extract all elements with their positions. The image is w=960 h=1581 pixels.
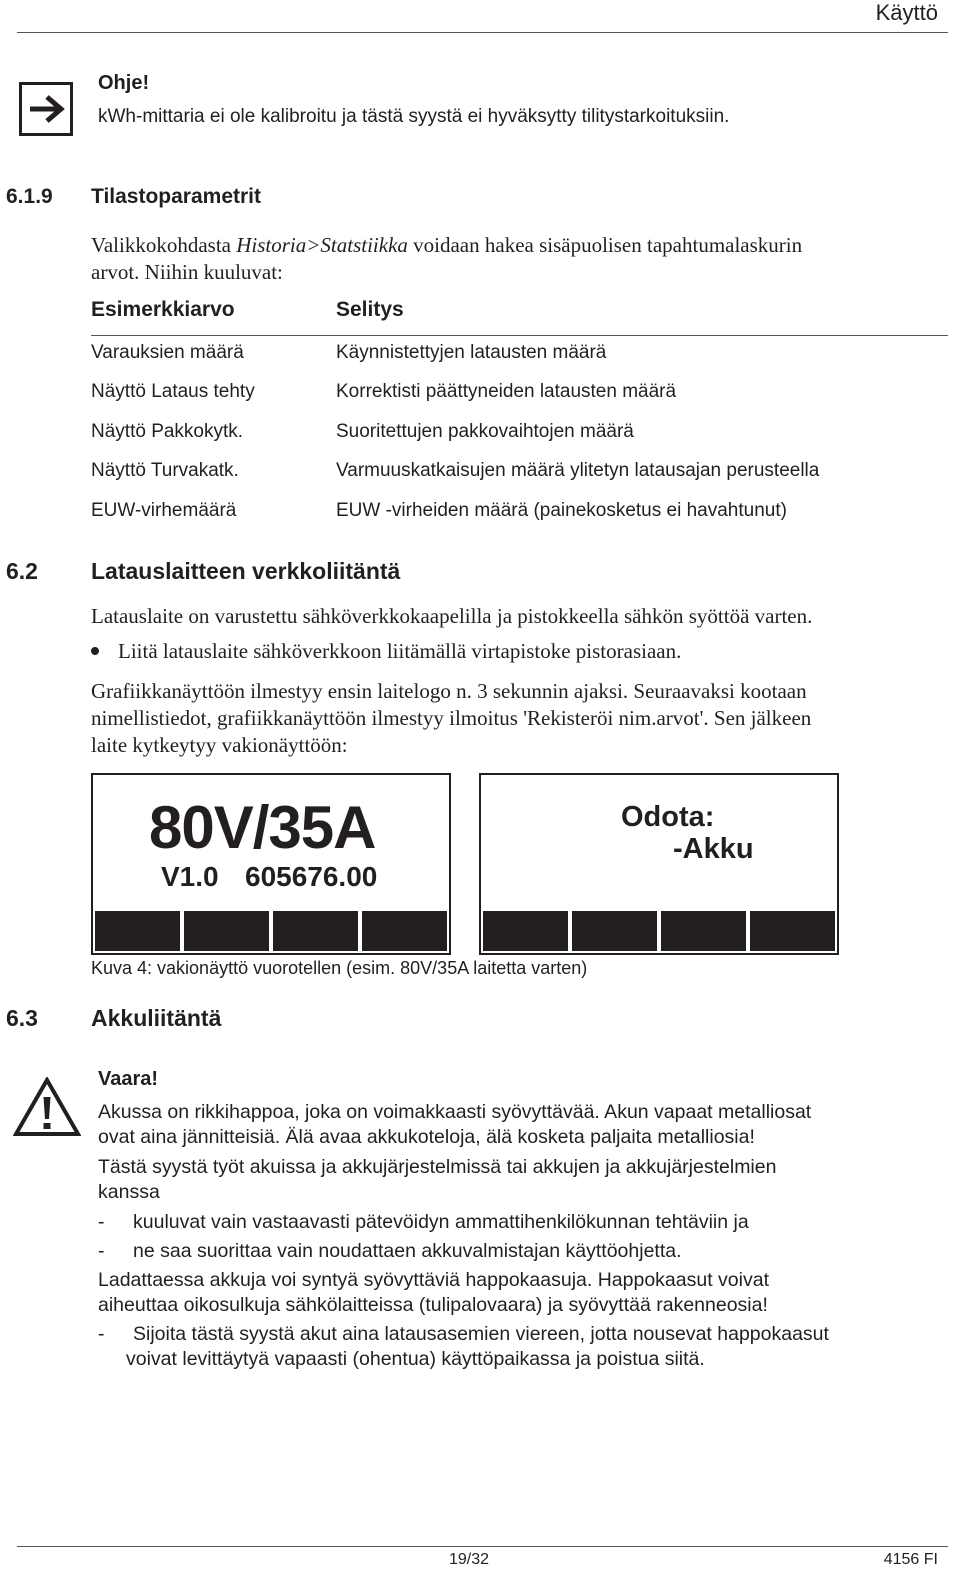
intro-menu-path: Historia>Statstiikka <box>236 233 408 257</box>
figure-caption: Kuva 4: vakionäyttö vuorotellen (esim. 80V/35A laitetta varten) <box>91 958 588 978</box>
display-softkey-bar <box>483 911 835 951</box>
table-row-key: EUW-virhemäärä <box>91 500 237 521</box>
table-row-value: Korrektisti päättyneiden latausten määrä <box>336 381 677 402</box>
dash-marker: - <box>98 1323 105 1345</box>
table-row-value: EUW -virheiden määrä (painekosketus ei havahtunut) <box>336 500 787 521</box>
warning-dash-item: ne saa suorittaa vain noudattaen akkuvalmistajan käyttöohjetta. <box>133 1240 682 1262</box>
table-row-key: Näyttö Turvakatk. <box>91 460 239 481</box>
section-62-paragraph-line1: Grafiikkanäyttöön ilmestyy ensin laitelogo n. 3 sekunnin ajaksi. Seuraavaksi kootaan <box>91 679 807 703</box>
softkey-block <box>750 911 835 951</box>
warning-text: aiheuttaa oikosulkuja sähkölaitteissa (tulipalovaara) ja syövyttää rakenneosia! <box>98 1294 768 1316</box>
warning-text: ovat aina jännitteisiä. Älä avaa akkukoteloja, älä kosketa paljaita metalliosia! <box>98 1126 755 1148</box>
note-title: Ohje! <box>98 72 150 94</box>
warning-text: Akussa on rikkihappoa, joka on voimakkaasti syövyttävää. Akun vapaat metalliosat <box>98 1101 812 1123</box>
display-serial-text: 605676.00 <box>245 861 378 892</box>
display-wait-line1: Odota: <box>621 801 715 833</box>
display-screen-rating <box>91 773 451 955</box>
table-header-col2: Selitys <box>336 298 404 321</box>
table-row-key: Näyttö Pakkokytk. <box>91 421 244 442</box>
warning-title: Vaara! <box>98 1068 159 1090</box>
warning-text: Ladattaessa akkuja voi syntyä syövyttäviä happokaasuja. Happokaasut voivat <box>98 1269 769 1291</box>
document-code: 4156 FI <box>883 1551 938 1568</box>
section-title-63: Akkuliitäntä <box>91 1005 222 1031</box>
softkey-block <box>483 911 568 951</box>
softkey-block <box>661 911 746 951</box>
warning-text: kanssa <box>98 1181 160 1203</box>
display-softkey-bar <box>95 911 447 951</box>
softkey-block <box>95 911 180 951</box>
table-row-value: Käynnistettyjen latausten määrä <box>336 342 607 363</box>
page-number: 19/32 <box>449 1551 490 1568</box>
display-screen-wait <box>479 773 839 955</box>
softkey-block <box>273 911 358 951</box>
warning-dash-item-cont: voivat levittäytyä vapaasti (ohentua) käyttöpaikassa ja poistua siitä. <box>126 1348 705 1370</box>
warning-dash-item: Sijoita tästä syystä akut aina latausasemien viereen, jotta nousevat happokaasut <box>133 1323 829 1345</box>
display-version-text: V1.0 <box>161 861 219 892</box>
section-62-paragraph: Latauslaite on varustettu sähköverkkokaapelilla ja pistokkeella sähkön syöttöä varten. <box>91 604 813 628</box>
dash-marker: - <box>98 1240 105 1262</box>
intro-pre: Valikkokohdasta <box>91 233 237 257</box>
section-title-619: Tilastoparametrit <box>91 185 261 208</box>
display-rating-text: 80V/35A <box>149 794 376 861</box>
warning-dash-item: kuuluvat vain vastaavasti pätevöidyn ammattihenkilökunnan tehtäviin ja <box>133 1211 749 1233</box>
dash-marker: - <box>98 1211 105 1233</box>
table-row-value: Varmuuskatkaisujen määrä ylitetyn latausajan perusteella <box>336 460 820 481</box>
intro-post: voidaan hakea sisäpuolisen tapahtumalaskurin <box>407 233 803 257</box>
table-header-col1: Esimerkkiarvo <box>91 298 235 321</box>
header-rule <box>17 32 948 33</box>
section-619-intro-line2: arvot. Niihin kuuluvat: <box>91 260 283 284</box>
note-text: kWh-mittaria ei ole kalibroitu ja tästä syystä ei hyväksytty tilitystarkoituksiin. <box>98 106 730 127</box>
softkey-block <box>572 911 657 951</box>
section-number-62: 6.2 <box>6 558 38 584</box>
table-row-key: Näyttö Lataus tehty <box>91 381 255 402</box>
table-row-key: Varauksien määrä <box>91 342 244 363</box>
warning-icon <box>13 1077 81 1137</box>
section-number-63: 6.3 <box>6 1005 38 1031</box>
warning-text: Tästä syystä työt akuissa ja akkujärjestelmissä tai akkujen ja akkujärjestelmien <box>98 1156 777 1178</box>
section-title-62: Latauslaitteen verkkoliitäntä <box>91 558 401 584</box>
softkey-block <box>362 911 447 951</box>
display-wait-line2: -Akku <box>673 833 754 865</box>
section-number-619: 6.1.9 <box>6 185 53 208</box>
table-header-rule <box>91 335 948 336</box>
softkey-block <box>184 911 269 951</box>
table-row-value: Suoritettujen pakkovaihtojen määrä <box>336 421 634 442</box>
section-62-paragraph-line2: nimellistiedot, grafiikkanäyttöön ilmestyy ilmoitus 'Rekisteröi nim.arvot'. Sen jälkeen <box>91 706 812 730</box>
arrow-right-icon <box>19 82 73 136</box>
footer-rule <box>17 1546 948 1547</box>
section-619-intro <box>91 233 802 258</box>
section-62-paragraph-line3: laite kytkeytyy vakionäyttöön: <box>91 733 348 757</box>
bullet-dot <box>91 647 99 655</box>
header-section-title: Käyttö <box>875 0 938 25</box>
bullet-text: Liitä latauslaite sähköverkkoon liitämällä virtapistoke pistorasiaan. <box>118 639 682 663</box>
